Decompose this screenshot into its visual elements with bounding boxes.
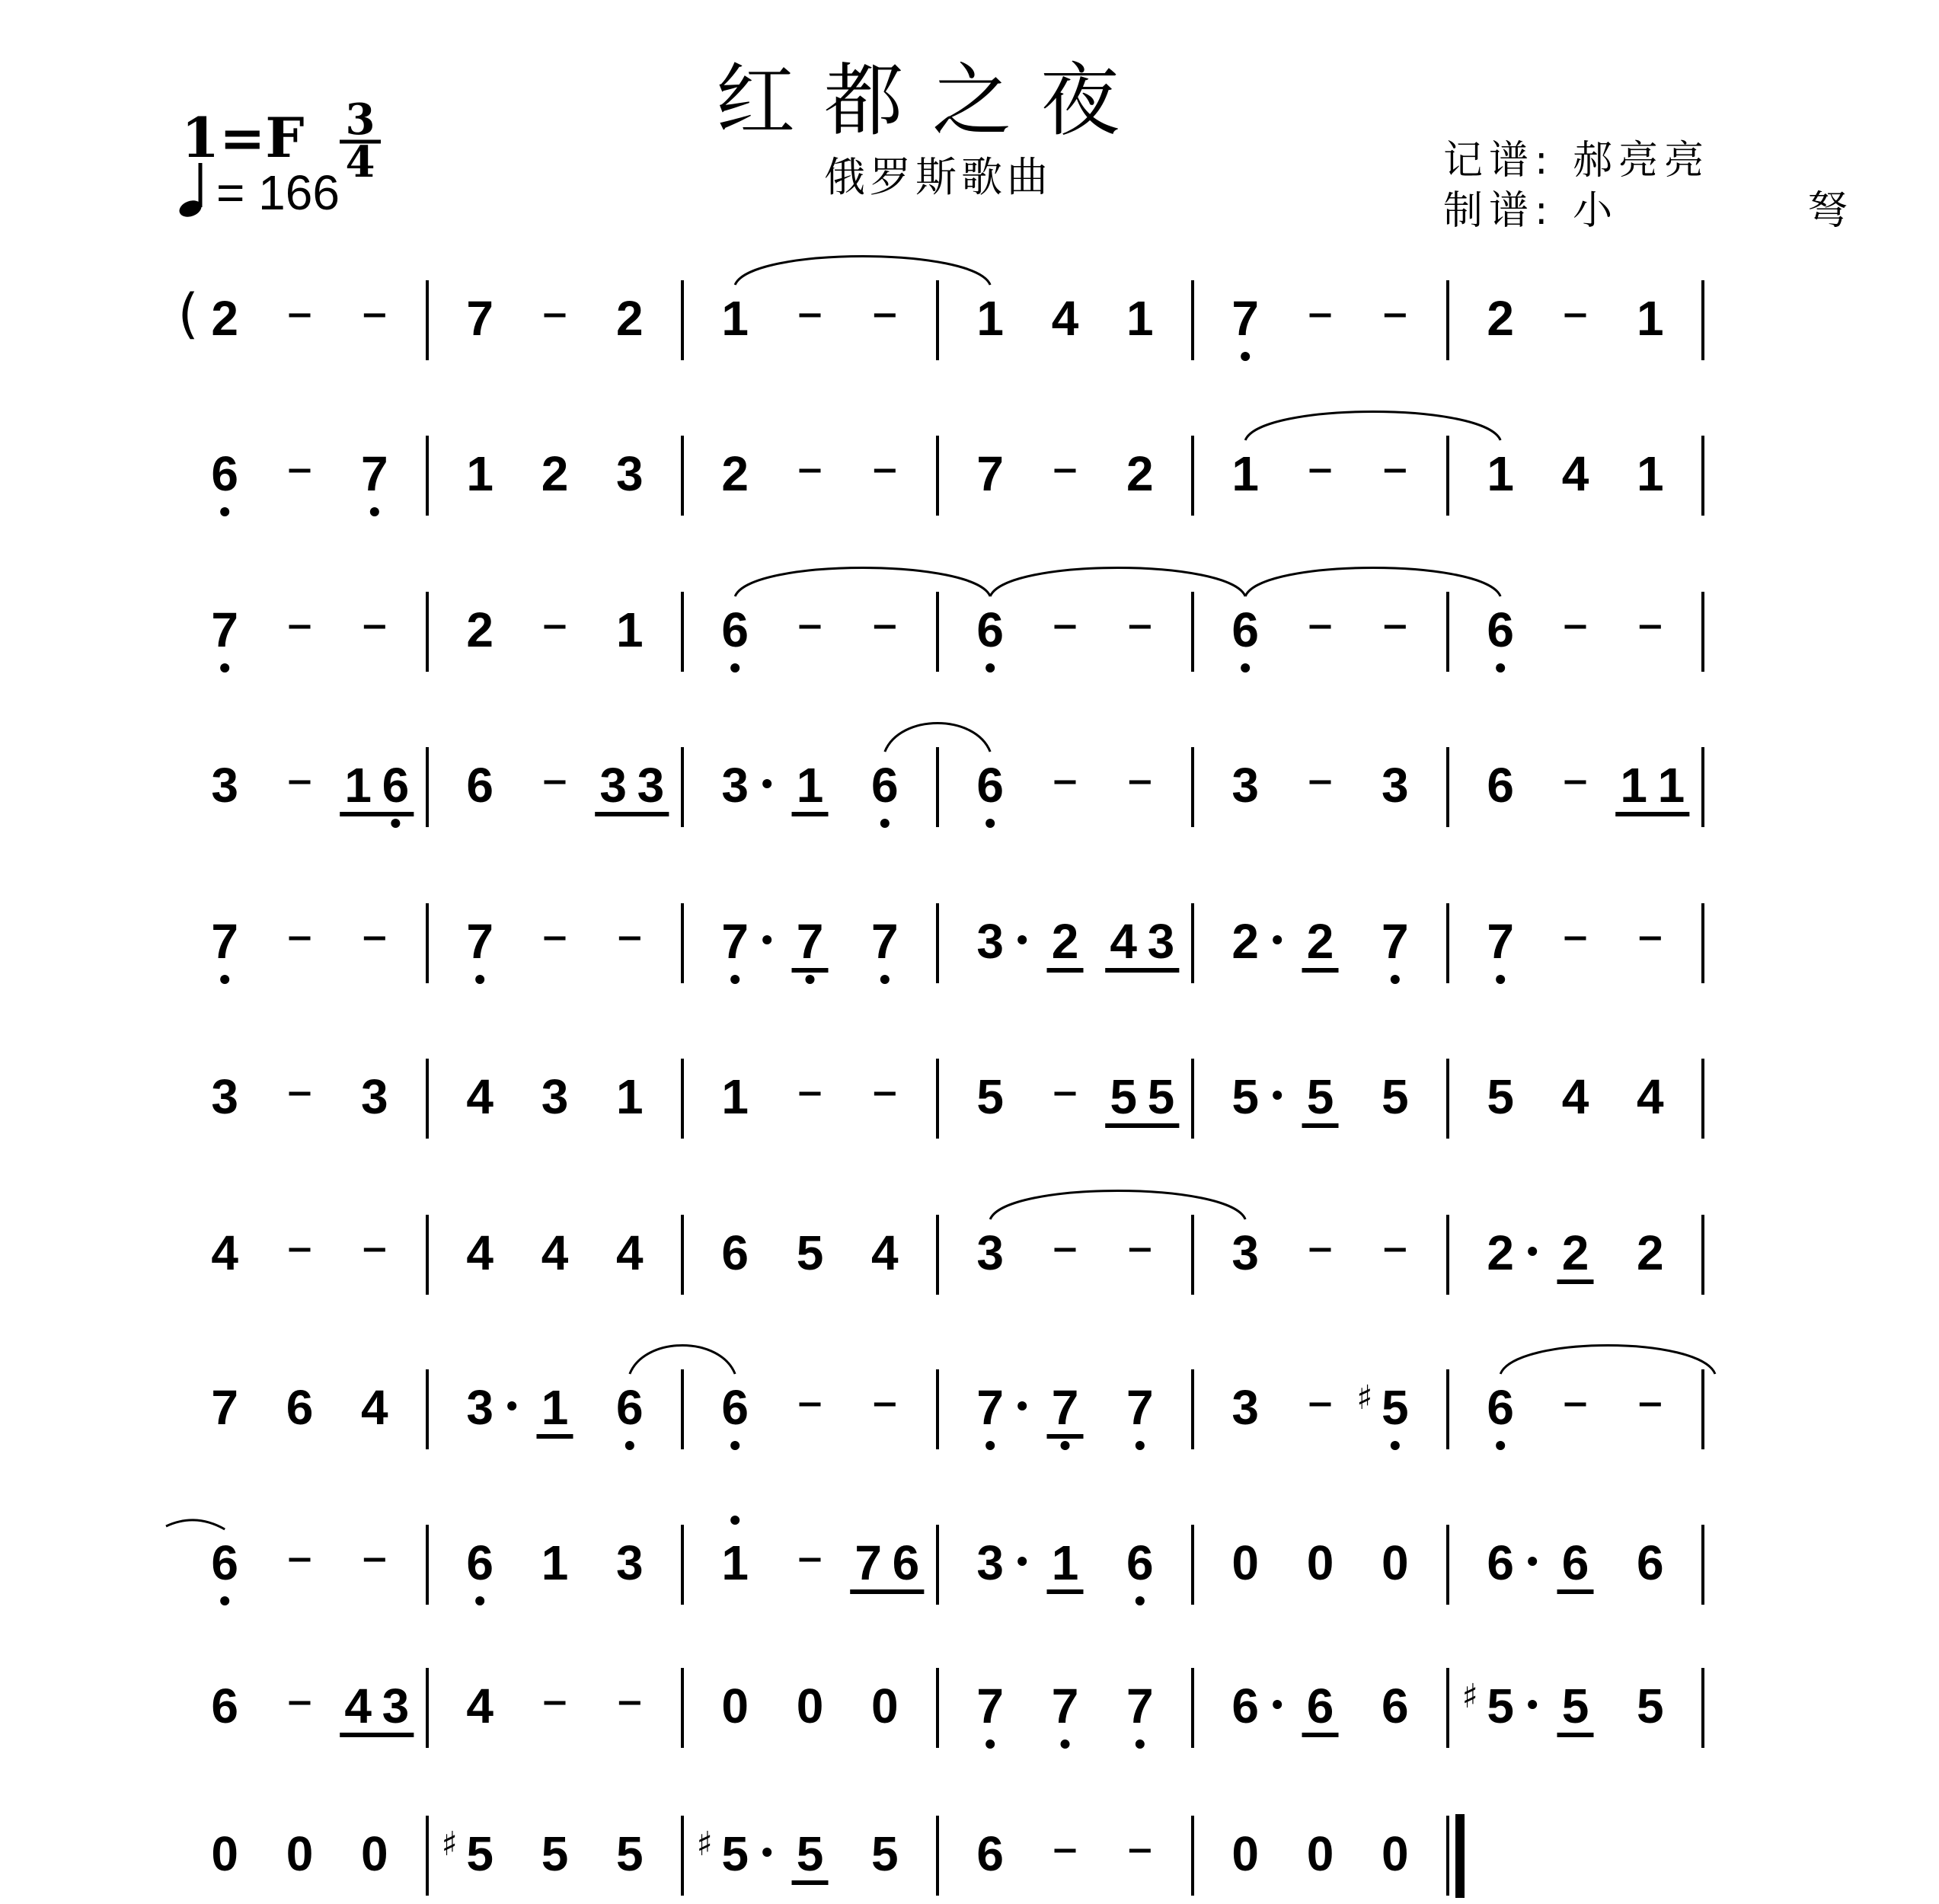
note: 5 — [976, 1069, 1004, 1124]
note: 3 — [616, 446, 644, 501]
credit-engraver-name: 小 弩 — [1573, 188, 1939, 234]
note: 2 — [1306, 914, 1334, 969]
octave-dot-below — [475, 1596, 484, 1605]
note: 7 — [211, 1380, 238, 1435]
note: 3 — [466, 1380, 494, 1435]
note: 3 — [361, 1069, 388, 1124]
note: 3 — [211, 1069, 238, 1124]
note: 6 — [1382, 1679, 1409, 1733]
score-subtitle: 俄罗斯歌曲 — [824, 153, 1053, 201]
note: 0 — [1306, 1826, 1334, 1881]
tie-slur — [166, 1520, 225, 1529]
note: 7 — [976, 1380, 1004, 1435]
octave-dot-below — [1241, 663, 1250, 672]
note: 7 — [1051, 1380, 1079, 1435]
note: 0 — [286, 1826, 314, 1881]
note: 4 — [211, 1225, 238, 1280]
octave-dot-below — [1241, 352, 1250, 361]
note: 1 — [721, 291, 749, 346]
note: 4 — [1051, 291, 1079, 346]
note: 5 — [1306, 1069, 1334, 1124]
note: 5 — [796, 1826, 824, 1881]
note: 5 — [1561, 1679, 1589, 1733]
note: 7 — [211, 602, 238, 657]
note: 7 — [1231, 291, 1259, 346]
note: 2 — [1051, 914, 1079, 969]
note: 2 — [1637, 1225, 1664, 1280]
note: 6 — [1637, 1535, 1664, 1590]
note: 1 — [1637, 446, 1664, 501]
note: 6 — [616, 1380, 644, 1435]
augmentation-dot — [1273, 935, 1282, 944]
augmentation-dot — [1528, 1557, 1537, 1566]
augmentation-dot — [1273, 1091, 1282, 1100]
note: 1 — [541, 1380, 569, 1435]
octave-dot-below — [1391, 1441, 1400, 1450]
note: 4 — [361, 1380, 388, 1435]
note: 7 — [976, 1679, 1004, 1733]
note: 6 — [976, 758, 1004, 813]
sharp-sign: ♯ — [696, 1825, 713, 1864]
note: 6 — [211, 1535, 238, 1590]
note: 1 — [1051, 1535, 1079, 1590]
note: 0 — [211, 1826, 238, 1881]
note: 6 — [1306, 1679, 1334, 1733]
octave-dot-below — [220, 663, 229, 672]
octave-dot-below — [475, 975, 484, 984]
note: 4 — [1561, 1069, 1589, 1124]
note: 3 — [637, 758, 665, 813]
note: 1 — [344, 758, 372, 813]
note: 6 — [721, 1225, 749, 1280]
note: 1 — [721, 1535, 749, 1590]
note: 1 — [616, 602, 644, 657]
note: 4 — [1561, 446, 1589, 501]
note: 3 — [382, 1679, 410, 1733]
note: 3 — [721, 758, 749, 813]
note: 6 — [1487, 1380, 1514, 1435]
note: 0 — [1306, 1535, 1334, 1590]
note: 6 — [976, 1826, 1004, 1881]
note: 2 — [541, 446, 569, 501]
octave-dot-below — [1061, 1441, 1070, 1450]
time-signature-bottom: 4 — [345, 137, 375, 187]
note: 5 — [1382, 1069, 1409, 1124]
note: 6 — [721, 602, 749, 657]
score-title: 红都之夜 — [716, 54, 1149, 147]
octave-dot-below — [985, 1739, 995, 1749]
final-barline — [1455, 1814, 1465, 1898]
note: 2 — [466, 602, 494, 657]
note: 5 — [871, 1826, 899, 1881]
octave-dot-below — [1136, 1739, 1145, 1749]
note: 3 — [1147, 914, 1175, 969]
note: 0 — [871, 1679, 899, 1733]
note: 1 — [541, 1535, 569, 1590]
note: 6 — [382, 758, 410, 813]
note: 2 — [1487, 1225, 1514, 1280]
note: 1 — [796, 758, 824, 813]
note: 0 — [1231, 1826, 1259, 1881]
note: 2 — [211, 291, 238, 346]
note: 6 — [871, 758, 899, 813]
octave-dot-below — [1391, 975, 1400, 984]
octave-dot-below — [985, 1441, 995, 1450]
note: 3 — [599, 758, 627, 813]
octave-dot-below — [1496, 663, 1505, 672]
note: 3 — [1231, 1380, 1259, 1435]
octave-dot-below — [1136, 1596, 1145, 1605]
octave-dot-below — [806, 975, 815, 984]
note: 1 — [1487, 446, 1514, 501]
note: 1 — [466, 446, 494, 501]
note: 6 — [466, 1535, 494, 1590]
note: 6 — [892, 1535, 920, 1590]
sharp-sign: ♯ — [441, 1825, 458, 1864]
note: 1 — [1637, 291, 1664, 346]
augmentation-dot — [1528, 1247, 1537, 1256]
note: 4 — [616, 1225, 644, 1280]
augmentation-dot — [762, 1848, 771, 1857]
note: 2 — [1561, 1225, 1589, 1280]
note: 6 — [211, 446, 238, 501]
note: 6 — [1231, 1679, 1259, 1733]
note: 6 — [466, 758, 494, 813]
note: 7 — [1051, 1679, 1079, 1733]
note: 1 — [976, 291, 1004, 346]
augmentation-dot — [507, 1401, 516, 1410]
note: 0 — [1382, 1535, 1409, 1590]
tempo-marking: = 166 — [216, 165, 340, 220]
note: 7 — [211, 914, 238, 969]
note: 1 — [1620, 758, 1647, 813]
note: 5 — [1487, 1069, 1514, 1124]
note: 1 — [1126, 291, 1154, 346]
octave-dot-below — [730, 1441, 740, 1450]
note: 4 — [1110, 914, 1137, 969]
note: 7 — [796, 914, 824, 969]
note: 0 — [1382, 1826, 1409, 1881]
note: 0 — [1231, 1535, 1259, 1590]
note: 6 — [1487, 758, 1514, 813]
note: 6 — [721, 1380, 749, 1435]
note: 5 — [1147, 1069, 1175, 1124]
note: 7 — [466, 914, 494, 969]
octave-dot-below — [370, 507, 379, 516]
octave-dot-below — [880, 975, 890, 984]
octave-dot-below — [1496, 1441, 1505, 1450]
note: 3 — [211, 758, 238, 813]
octave-dot-below — [220, 1596, 229, 1605]
note: 1 — [721, 1069, 749, 1124]
note: 4 — [344, 1679, 372, 1733]
note: 6 — [1487, 602, 1514, 657]
octave-dot-below — [391, 819, 400, 828]
note: 6 — [1126, 1535, 1154, 1590]
note: 2 — [1487, 291, 1514, 346]
note: 6 — [1487, 1535, 1514, 1590]
note: 4 — [541, 1225, 569, 1280]
note: 5 — [1637, 1679, 1664, 1733]
augmentation-dot — [1017, 1401, 1027, 1410]
note: 4 — [466, 1069, 494, 1124]
tie-slur — [1245, 568, 1500, 597]
key-signature: 1=F — [181, 105, 305, 170]
note: 5 — [796, 1225, 824, 1280]
octave-dot-below — [1061, 1739, 1070, 1749]
tie-slur — [1500, 1346, 1715, 1375]
octave-dot-below — [985, 819, 995, 828]
note: 2 — [616, 291, 644, 346]
note: 7 — [976, 446, 1004, 501]
note: 3 — [1382, 758, 1409, 813]
tie-slur — [735, 568, 990, 597]
note: 4 — [466, 1225, 494, 1280]
note: 6 — [1231, 602, 1259, 657]
note: 0 — [361, 1826, 388, 1881]
note: 5 — [1382, 1380, 1409, 1435]
note: 3 — [1231, 758, 1259, 813]
note: 1 — [616, 1069, 644, 1124]
tie-slur — [735, 257, 990, 286]
octave-dot-below — [220, 975, 229, 984]
octave-dot-below — [730, 975, 740, 984]
augmentation-dot — [762, 779, 771, 788]
note: 6 — [976, 602, 1004, 657]
octave-dot-below — [730, 663, 740, 672]
credit-transcriber-name: 郝亮亮 — [1573, 138, 1711, 184]
credit-transcriber-label: 记谱: — [1443, 138, 1554, 184]
note: 1 — [1231, 446, 1259, 501]
note: 0 — [721, 1679, 749, 1733]
note: 7 — [361, 446, 388, 501]
tie-slur — [990, 568, 1245, 597]
tie-slur — [1245, 412, 1500, 441]
octave-dot-above — [730, 1516, 740, 1525]
note: 0 — [796, 1679, 824, 1733]
note: 2 — [1231, 914, 1259, 969]
note: 7 — [1382, 914, 1409, 969]
note: 3 — [976, 1225, 1004, 1280]
note: 1 — [1657, 758, 1685, 813]
augmentation-dot — [1017, 935, 1027, 944]
note: 3 — [976, 914, 1004, 969]
augmentation-dot — [1017, 1557, 1027, 1566]
open-parenthesis: ( — [177, 283, 199, 345]
augmentation-dot — [1273, 1700, 1282, 1709]
sharp-sign: ♯ — [1461, 1677, 1478, 1716]
note: 5 — [721, 1826, 749, 1881]
note: 6 — [211, 1679, 238, 1733]
note: 7 — [1126, 1679, 1154, 1733]
note: 7 — [466, 291, 494, 346]
note: 5 — [1231, 1069, 1259, 1124]
note: 4 — [1637, 1069, 1664, 1124]
note: 7 — [855, 1535, 882, 1590]
note: 4 — [466, 1679, 494, 1733]
octave-dot-below — [625, 1441, 634, 1450]
note: 3 — [616, 1535, 644, 1590]
augmentation-dot — [1528, 1700, 1537, 1709]
note: 2 — [1126, 446, 1154, 501]
note: 2 — [721, 446, 749, 501]
octave-dot-below — [220, 507, 229, 516]
note: 3 — [541, 1069, 569, 1124]
note: 7 — [721, 914, 749, 969]
note: 5 — [541, 1826, 569, 1881]
octave-dot-below — [880, 819, 890, 828]
note: 5 — [466, 1826, 494, 1881]
note: 7 — [871, 914, 899, 969]
octave-dot-below — [1496, 975, 1505, 984]
note: 6 — [1561, 1535, 1589, 1590]
credit-engraver-label: 制谱: — [1443, 188, 1554, 234]
note: 5 — [1487, 1679, 1514, 1733]
note: 7 — [1487, 914, 1514, 969]
note: 3 — [1231, 1225, 1259, 1280]
octave-dot-below — [1136, 1441, 1145, 1450]
time-signature-top: 3 — [345, 94, 375, 145]
augmentation-dot — [762, 935, 771, 944]
octave-dot-below — [985, 663, 995, 672]
note: 3 — [976, 1535, 1004, 1590]
note: 5 — [616, 1826, 644, 1881]
tie-slur — [990, 1191, 1245, 1220]
note: 4 — [871, 1225, 899, 1280]
note: 7 — [1126, 1380, 1154, 1435]
note: 6 — [286, 1380, 314, 1435]
note: 5 — [1110, 1069, 1137, 1124]
sharp-sign: ♯ — [1356, 1378, 1373, 1417]
